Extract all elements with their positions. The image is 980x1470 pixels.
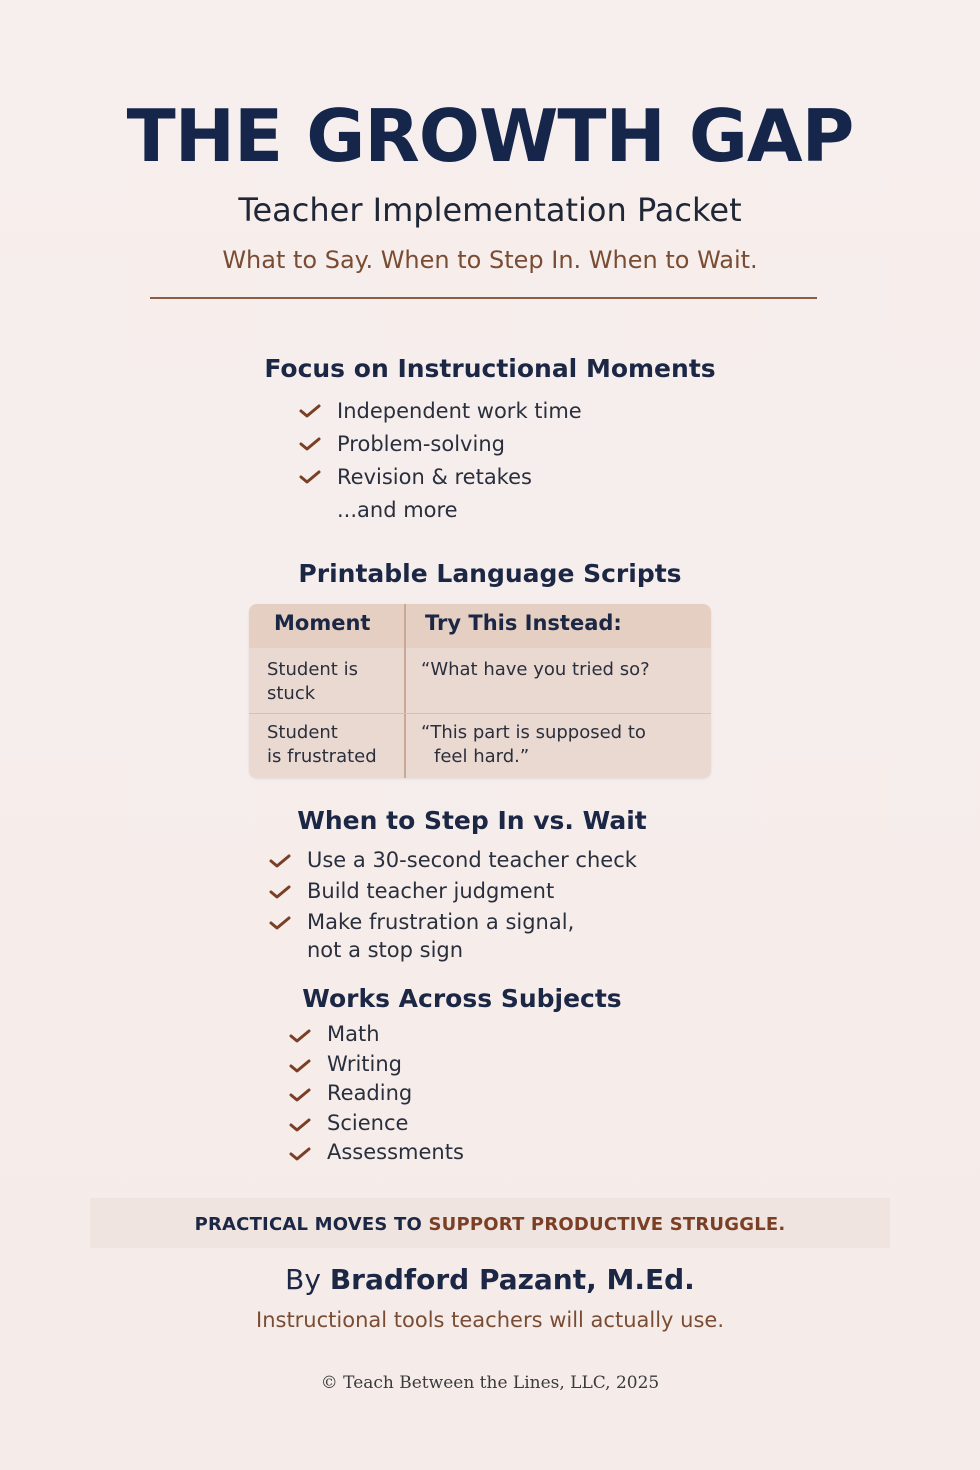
- check-icon: [299, 404, 321, 418]
- list-item: Problem-solving: [299, 428, 582, 461]
- check-icon: [269, 885, 291, 899]
- step-heading: When to Step In vs. Wait: [297, 806, 647, 835]
- row-divider: [249, 713, 711, 714]
- table-cell-moment: Student is stuck: [267, 659, 358, 704]
- col-try-header: Try This Instead:: [425, 611, 622, 635]
- list-item: Use a 30-second teacher check: [269, 845, 637, 876]
- check-icon: [269, 854, 291, 868]
- step-list: [269, 845, 637, 962]
- focus-list: [299, 395, 582, 527]
- check-icon: [299, 437, 321, 451]
- copyright: © Teach Between the Lines, LLC, 2025: [320, 1373, 660, 1393]
- tools-tagline: Instructional tools teachers will actually use.: [256, 1308, 724, 1332]
- divider: [150, 297, 817, 299]
- and-more-text: ...and more: [337, 498, 458, 522]
- scripts-heading: Printable Language Scripts: [298, 559, 682, 588]
- table-cell-try: “What have you tried so?: [421, 659, 650, 680]
- check-icon: [269, 916, 291, 930]
- check-icon: [299, 470, 321, 484]
- footer-tagline: PRACTICAL MOVES TO SUPPORT PRODUCTIVE STRUGGLE.: [194, 1214, 786, 1235]
- check-icon: [289, 1118, 311, 1132]
- author-byline: By Bradford Pazant, M.Ed.: [285, 1263, 695, 1296]
- page-subtitle: Teacher Implementation Packet: [238, 191, 742, 229]
- list-item: Assessments: [289, 1138, 464, 1168]
- col-moment-header: Moment: [274, 611, 371, 635]
- check-icon: [289, 1029, 311, 1043]
- list-item: Writing: [289, 1050, 464, 1080]
- table-cell-moment: Student is frustrated: [267, 722, 377, 767]
- list-item: Make frustration a signal, not a stop sign: [269, 907, 637, 962]
- focus-heading: Focus on Instructional Moments: [264, 354, 716, 383]
- subjects-heading: Works Across Subjects: [302, 984, 622, 1013]
- page-title: THE GROWTH GAP: [126, 94, 854, 178]
- list-item: Reading: [289, 1079, 464, 1109]
- table-cell-try: “This part is supposed to feel hard.”: [421, 722, 646, 767]
- author-name: Bradford Pazant, M.Ed.: [329, 1263, 695, 1296]
- check-icon: [289, 1088, 311, 1102]
- column-divider: [404, 604, 406, 778]
- list-item: Build teacher judgment: [269, 876, 637, 907]
- list-item: Math: [289, 1020, 464, 1050]
- list-item: Science: [289, 1109, 464, 1139]
- list-item: Independent work time: [299, 395, 582, 428]
- tagline: What to Say. When to Step In. When to Wait.: [222, 246, 758, 274]
- check-icon: [289, 1147, 311, 1161]
- scripts-table: [249, 604, 711, 778]
- check-icon: [289, 1059, 311, 1073]
- list-item: Revision & retakes: [299, 461, 582, 494]
- subjects-list: [289, 1020, 464, 1168]
